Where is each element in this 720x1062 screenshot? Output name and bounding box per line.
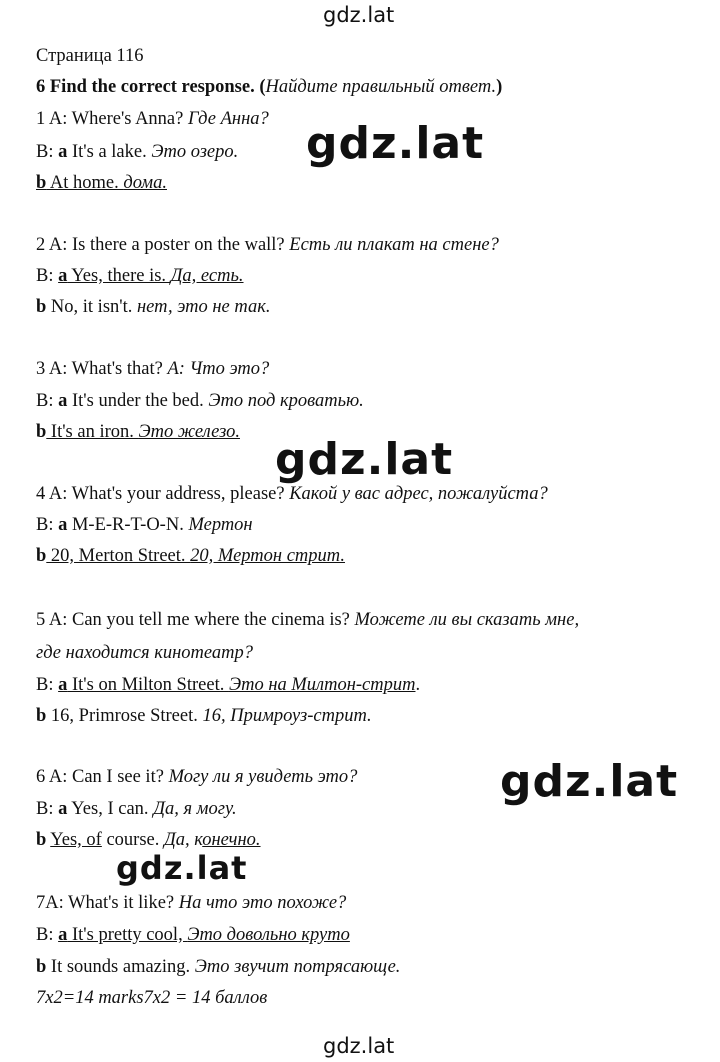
answer-b-line: b At home. дома. xyxy=(36,173,167,193)
watermark-top: gdz.lat xyxy=(323,3,395,27)
answer-a-line: B: a It's on Milton Street. Это на Милтон-стрит. xyxy=(36,675,421,695)
answer-b-line: b It's an iron. Это железо. xyxy=(36,422,240,442)
answer-a-line: B: a M-E-R-T-O-N. Мертон xyxy=(36,515,253,535)
question-line: 6 A: Can I see it? Могу ли я увидеть это? xyxy=(36,767,358,787)
answer-a-line: B: a Yes, I can. Да, я могу. xyxy=(36,799,237,819)
answer-a-line: B: a It's under the bed. Это под кроватью. xyxy=(36,391,364,411)
question-line: 2 A: Is there a poster on the wall? Есть ли плакат на стене? xyxy=(36,235,499,255)
question-line: 7A: What's it like? На что это похоже? xyxy=(36,893,347,913)
answer-b-line: b 20, Merton Street. 20, Мертон стрит. xyxy=(36,546,345,566)
answer-b-line: b No, it isn't. нет, это не так. xyxy=(36,297,271,317)
page-title: Страница 116 xyxy=(36,46,144,66)
watermark-large: gdz.lat xyxy=(306,118,485,169)
score-line: 7x2=14 marks7x2 = 14 баллов xyxy=(36,988,268,1008)
task-heading: 6 Find the correct response. (Найдите правильный ответ.) xyxy=(36,77,503,97)
answer-b-line: b Yes, of course. Да, конечно. xyxy=(36,830,261,850)
question-line: 1 A: Where's Anna? Где Анна? xyxy=(36,109,269,129)
answer-a-line: B: a Yes, there is. Да, есть. xyxy=(36,266,244,286)
question-line-continued: где находится кинотеатр? xyxy=(36,643,253,663)
question-line: 3 A: What's that? А: Что это? xyxy=(36,359,270,379)
watermark-large: gdz.lat xyxy=(500,756,679,807)
answer-b-line: b 16, Primrose Street. 16, Примроуз-стрит. xyxy=(36,706,372,726)
answer-a-line: B: a It's pretty cool, Это довольно круто xyxy=(36,925,350,945)
watermark-large: gdz.lat xyxy=(275,434,454,485)
question-line: 4 A: What's your address, please? Какой у вас адрес, пожалуйста? xyxy=(36,484,548,504)
answer-b-line: b It sounds amazing. Это звучит потрясающе. xyxy=(36,957,401,977)
watermark-bottom: gdz.lat xyxy=(323,1034,395,1058)
question-line: 5 A: Can you tell me where the cinema is? Можете ли вы сказать мне, xyxy=(36,610,580,630)
answer-a-line: B: a It's a lake. Это озеро. xyxy=(36,142,239,162)
watermark-medium: gdz.lat xyxy=(116,849,248,887)
